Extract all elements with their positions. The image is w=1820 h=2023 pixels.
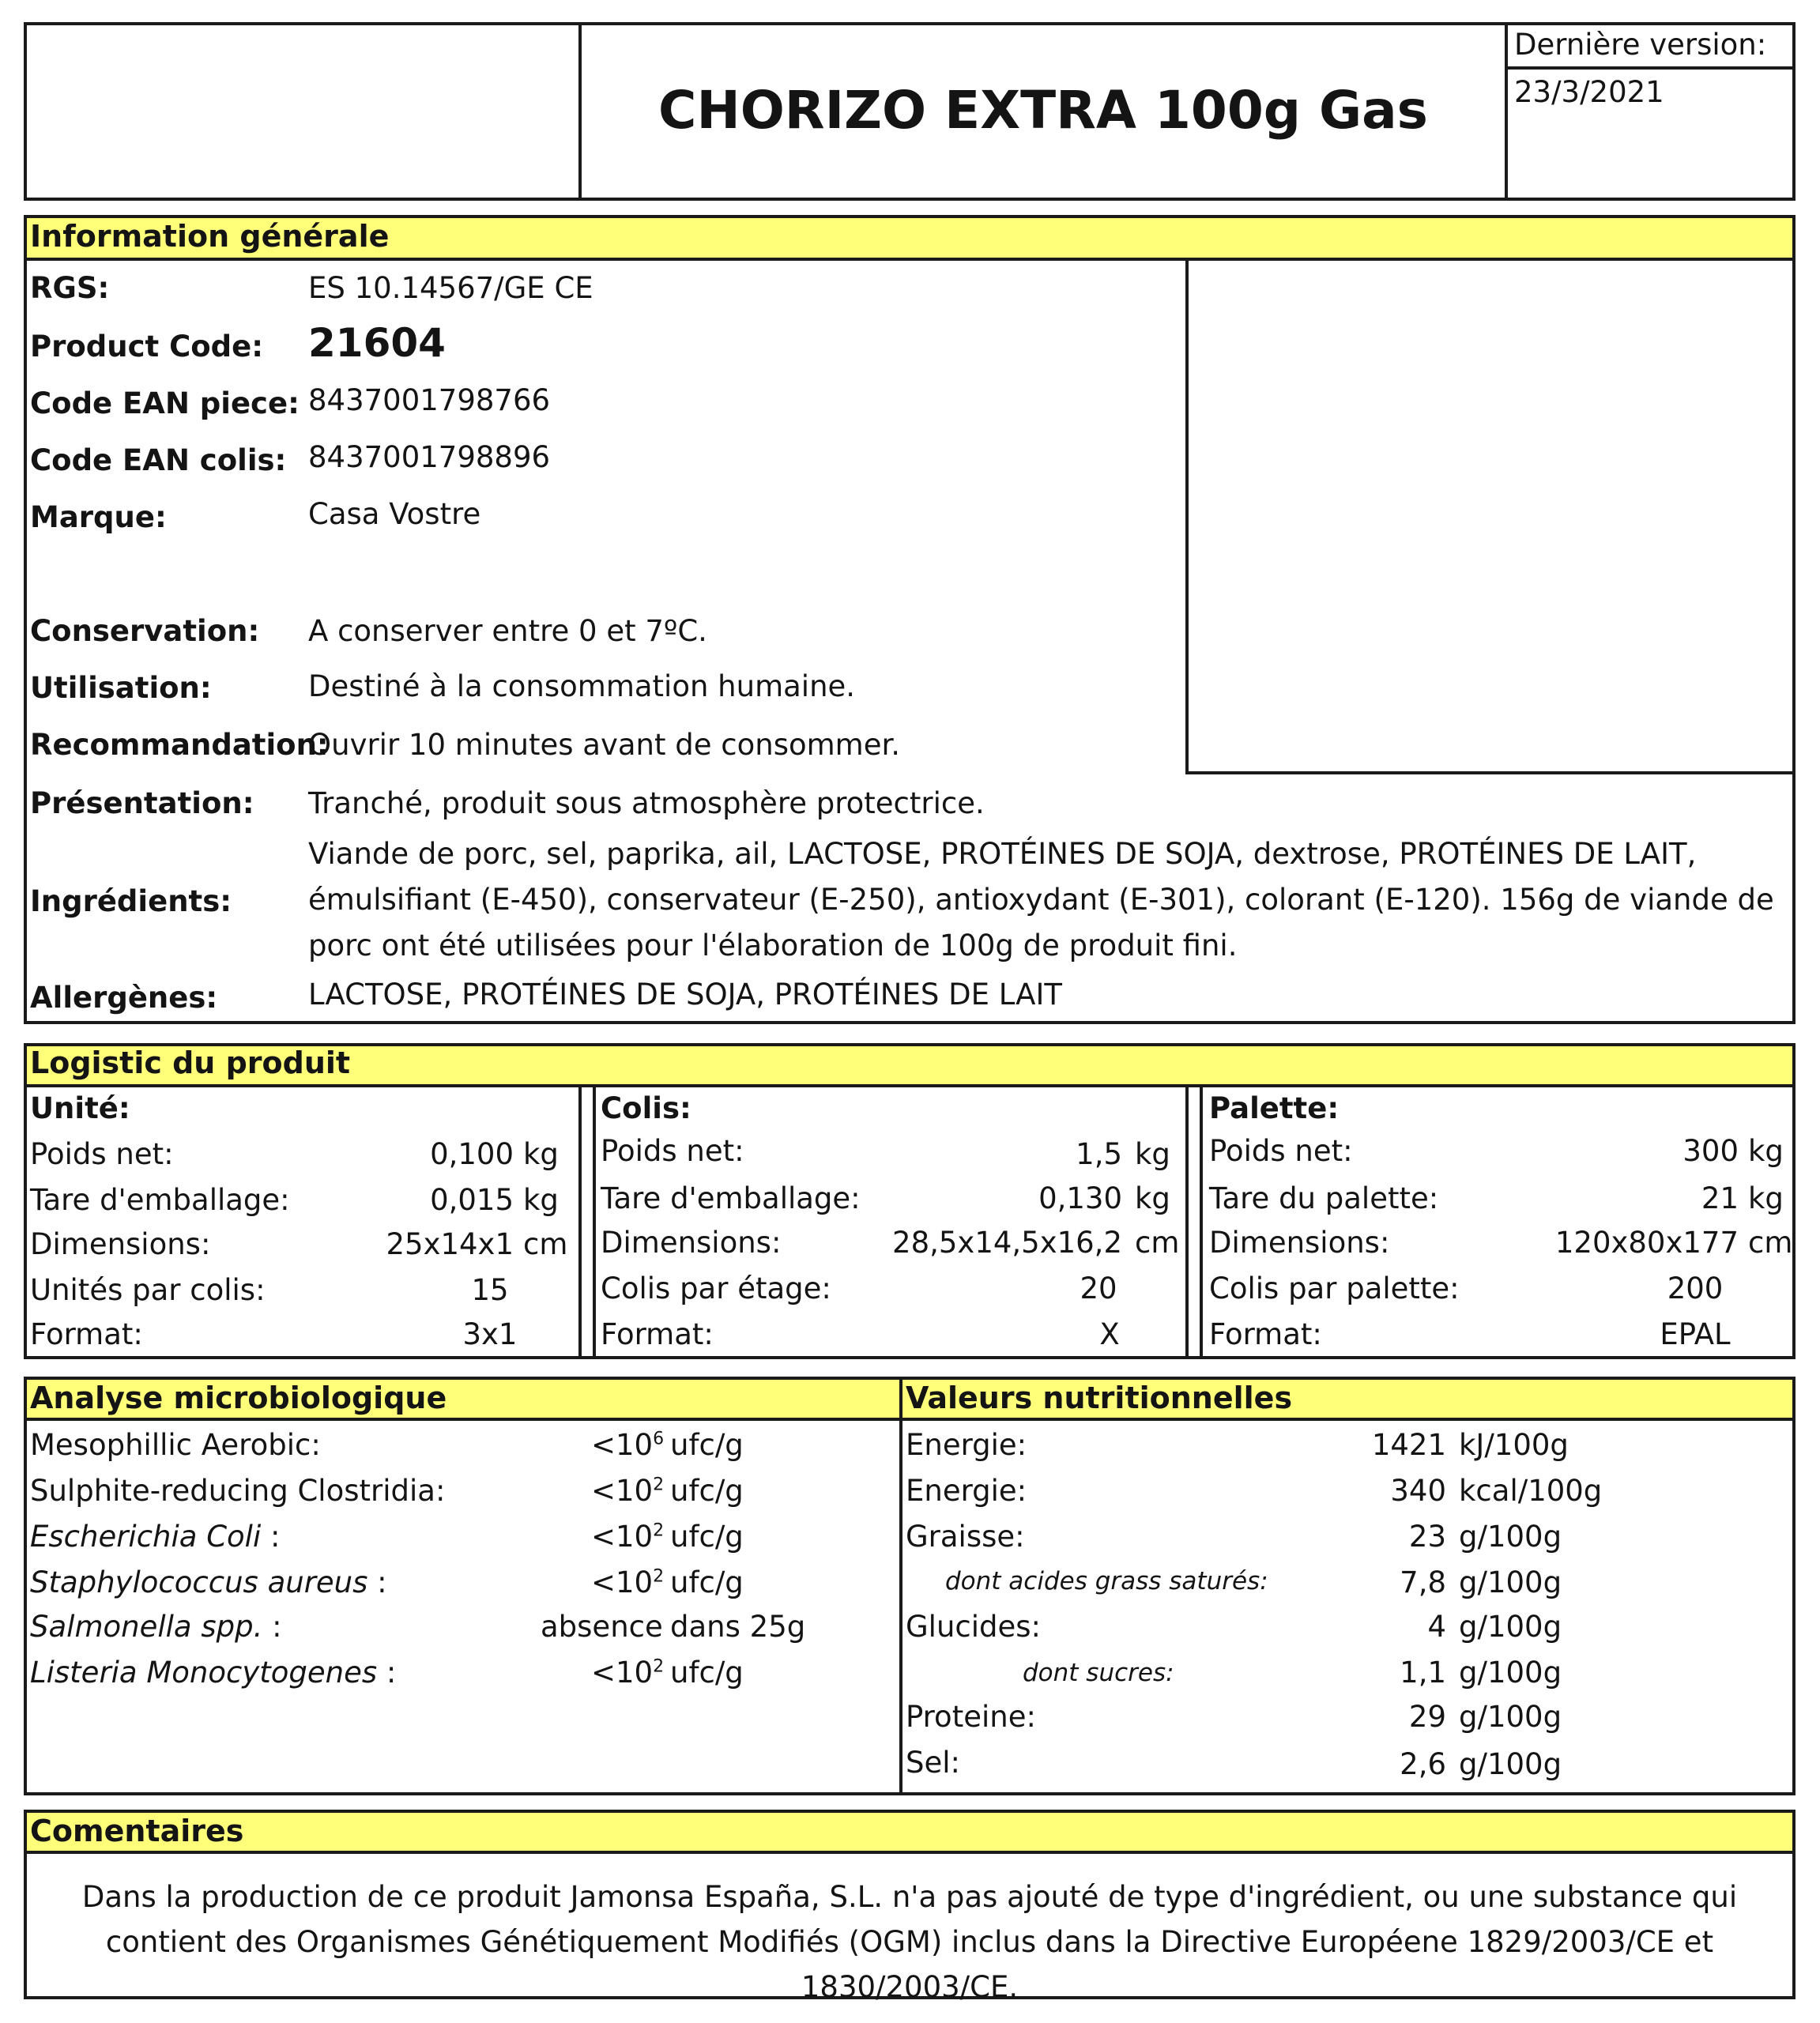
micro-row-prefix: <10: [591, 1428, 654, 1462]
value-presentation: Tranché, produit sous atmosphère protectrice.: [308, 786, 985, 820]
micro-row-suffix: :: [262, 1610, 282, 1644]
section-title-micro: Analyse microbiologique: [30, 1381, 447, 1415]
nutrition-row-label: Energie:: [906, 1428, 1027, 1462]
unite-row-value: 0,100: [430, 1137, 514, 1171]
value-ean-piece: 8437001798766: [308, 383, 551, 417]
column-divider: [899, 1377, 902, 1795]
colis-row-label: Poids net:: [601, 1134, 744, 1168]
label-ingredients: Ingrédients:: [30, 884, 232, 918]
section-border: [24, 1084, 1796, 1087]
product-image-border: [1185, 771, 1796, 774]
section-right-border: [1792, 1043, 1796, 1359]
micro-row-unit: ufc/g: [670, 1474, 744, 1508]
colis-title: Colis:: [601, 1091, 691, 1125]
section-header-bg: [24, 1811, 1796, 1852]
micro-row-suffix: :: [367, 1565, 387, 1599]
section-title-nutrition: Valeurs nutritionnelles: [906, 1381, 1293, 1415]
section-bottom-border: [24, 1021, 1796, 1024]
unite-row-value: 25x14x1: [386, 1227, 514, 1261]
unite-row-value: 0,015: [430, 1183, 514, 1217]
section-left-border: [24, 1377, 27, 1795]
micro-row-exponent: 2: [653, 1475, 665, 1495]
micro-row-label: [30, 1519, 280, 1555]
micro-row-prefix: <10: [591, 1474, 654, 1508]
nutrition-row-label: Proteine:: [906, 1700, 1036, 1734]
unite-row-unit: kg: [523, 1137, 559, 1171]
palette-title: Palette:: [1209, 1091, 1340, 1125]
value-ean-colis: 8437001798896: [308, 440, 551, 474]
section-bottom-border: [24, 1356, 1796, 1359]
colis-row-value: 1,5: [1076, 1137, 1122, 1171]
micro-row-name: Salmonella spp.: [30, 1610, 263, 1644]
label-ean-colis: Code EAN colis:: [30, 443, 287, 477]
palette-row-unit: kg: [1748, 1181, 1784, 1215]
micro-row-unit: dans 25g: [670, 1610, 806, 1644]
micro-row-suffix: :: [377, 1656, 397, 1690]
section-border: [24, 1810, 1796, 1813]
section-left-border: [24, 215, 27, 1024]
value-utilisation: Destiné à la consommation humaine.: [308, 669, 856, 703]
nutrition-row-value: 340: [1390, 1474, 1446, 1508]
palette-row-label: Colis par palette:: [1209, 1271, 1460, 1305]
nutrition-row-label: Graisse:: [906, 1520, 1025, 1554]
nutrition-row-unit: g/100g: [1459, 1747, 1562, 1781]
header-right-border: [1792, 22, 1796, 201]
unite-row-value: 15: [471, 1273, 509, 1307]
palette-row-value: 21: [1701, 1181, 1739, 1215]
micro-row-suffix: :: [261, 1520, 281, 1554]
comments-text: Dans la production de ce produit Jamonsa España, S.L. n'a pas ajouté de type d'ingrédient, ou une substance qui contient des Organismes Génétiquement Modifiés (OGM) inclus dans la Directive Européene 1829/2003/CE et 1830/2003/CE.: [81, 1880, 1738, 2004]
section-left-border: [24, 1043, 27, 1359]
product-image-placeholder: [1189, 261, 1792, 771]
label-conservation: Conservation:: [30, 614, 260, 648]
value-rgs: ES 10.14567/GE CE: [308, 271, 593, 305]
unite-row-value: 3x1: [462, 1317, 518, 1351]
micro-row-prefix: <10: [591, 1565, 654, 1599]
micro-row-label: [30, 1655, 396, 1691]
header-bottom-border: [24, 198, 1796, 201]
label-presentation: Présentation:: [30, 786, 254, 820]
page-title: CHORIZO EXTRA 100g Gas: [658, 80, 1428, 141]
unite-row-label: Unités par colis:: [30, 1273, 266, 1307]
nutrition-row-unit: g/100g: [1459, 1656, 1562, 1690]
label-ean-piece: Code EAN piece:: [30, 386, 300, 420]
unite-row-label: Poids net:: [30, 1137, 174, 1171]
value-conservation: A conserver entre 0 et 7ºC.: [308, 614, 707, 648]
version-label: Dernière version:: [1514, 28, 1767, 62]
value-product-code: 21604: [308, 320, 446, 366]
palette-row-value: EPAL: [1660, 1317, 1731, 1351]
micro-row-unit: ufc/g: [670, 1565, 744, 1599]
nutrition-row-value: 23: [1408, 1520, 1446, 1554]
header-top-border: [24, 22, 1796, 25]
micro-row-name: Listeria Monocytogenes: [30, 1656, 378, 1690]
nutrition-row-label: dont sucres:: [1023, 1659, 1174, 1687]
micro-row-exponent: 2: [653, 1520, 665, 1541]
micro-row-unit: ufc/g: [670, 1428, 744, 1462]
palette-row-label: Poids net:: [1209, 1134, 1353, 1168]
section-border: [24, 1418, 1796, 1421]
column-divider: [593, 1084, 596, 1356]
label-recommandation: Recommandation:: [30, 728, 329, 762]
micro-row-exponent: 2: [653, 1656, 665, 1677]
nutrition-row-unit: kcal/100g: [1459, 1474, 1603, 1508]
micro-row-label: [30, 1609, 282, 1645]
colis-row-label: Colis par étage:: [601, 1271, 831, 1305]
palette-row-value: 120x80x177: [1554, 1226, 1739, 1260]
value-recommandation: Ouvrir 10 minutes avant de consommer.: [308, 728, 901, 762]
colis-row-label: Tare d'emballage:: [601, 1181, 861, 1215]
micro-row-value: [591, 1427, 664, 1464]
palette-row-unit: kg: [1748, 1134, 1784, 1168]
unite-row-label: Tare d'emballage:: [30, 1183, 290, 1217]
colis-row-unit: cm: [1135, 1226, 1180, 1260]
palette-row-value: 200: [1667, 1271, 1724, 1305]
nutrition-row-unit: g/100g: [1459, 1565, 1562, 1599]
nutrition-row-value: 1421: [1371, 1428, 1446, 1462]
nutrition-row-label: Glucides:: [906, 1610, 1042, 1644]
nutrition-row-value: 4: [1427, 1610, 1446, 1644]
header-divider: [1505, 22, 1508, 201]
micro-row-exponent: 6: [653, 1429, 665, 1449]
micro-row-value: [591, 1519, 664, 1555]
unite-title: Unité:: [30, 1091, 130, 1125]
section-left-border: [24, 1810, 27, 1999]
nutrition-row-unit: g/100g: [1459, 1700, 1562, 1734]
palette-row-unit: cm: [1748, 1226, 1793, 1260]
micro-row-value: [591, 1655, 664, 1691]
palette-row-value: 300: [1682, 1134, 1739, 1168]
section-right-border: [1792, 1377, 1796, 1795]
column-divider: [578, 1084, 582, 1356]
nutrition-row-value: 2,6: [1400, 1747, 1446, 1781]
section-bottom-border: [24, 1792, 1796, 1795]
colis-row-label: Format:: [601, 1317, 714, 1351]
micro-row-unit: ufc/g: [670, 1520, 744, 1554]
section-title-general: Information générale: [30, 219, 390, 254]
colis-row-value: 20: [1080, 1271, 1117, 1305]
micro-row-value: absence: [541, 1610, 663, 1644]
column-divider: [1185, 1084, 1189, 1356]
micro-row-value: [591, 1473, 664, 1509]
nutrition-row-label: dont acides grass saturés:: [945, 1567, 1268, 1595]
nutrition-row-value: 7,8: [1400, 1565, 1446, 1599]
nutrition-row-unit: g/100g: [1459, 1610, 1562, 1644]
micro-row-label: Mesophillic Aerobic:: [30, 1428, 321, 1462]
header-left-border: [24, 22, 27, 201]
unite-row-label: Format:: [30, 1317, 143, 1351]
micro-row-value: [591, 1565, 664, 1601]
section-border: [24, 1851, 1796, 1854]
micro-row-label: [30, 1565, 387, 1601]
value-allergenes: LACTOSE, PROTÉINES DE SOJA, PROTÉINES DE LAIT: [308, 978, 1062, 1012]
section-title-comments: Comentaires: [30, 1814, 244, 1848]
version-divider: [1505, 66, 1796, 70]
value-marque: Casa Vostre: [308, 497, 481, 531]
unite-row-label: Dimensions:: [30, 1227, 211, 1261]
micro-row-unit: ufc/g: [670, 1656, 744, 1690]
nutrition-row-value: 1,1: [1400, 1656, 1446, 1690]
unite-row-unit: kg: [523, 1183, 559, 1217]
label-rgs: RGS:: [30, 271, 110, 305]
palette-row-label: Format:: [1209, 1317, 1322, 1351]
micro-row-name: Escherichia Coli: [30, 1520, 262, 1554]
nutrition-row-label: Sel:: [906, 1746, 960, 1780]
version-date: 23/3/2021: [1514, 75, 1664, 109]
section-right-border: [1792, 1810, 1796, 1999]
colis-row-label: Dimensions:: [601, 1226, 782, 1260]
nutrition-row-unit: kJ/100g: [1459, 1428, 1569, 1462]
label-product-code: Product Code:: [30, 330, 264, 364]
nutrition-row-label: Energie:: [906, 1474, 1027, 1508]
micro-row-name: Staphylococcus aureus: [30, 1565, 368, 1599]
palette-row-label: Tare du palette:: [1209, 1181, 1439, 1215]
micro-row-prefix: <10: [591, 1520, 654, 1554]
micro-row-label: Sulphite-reducing Clostridia:: [30, 1474, 446, 1508]
micro-row-exponent: 2: [653, 1566, 665, 1587]
label-utilisation: Utilisation:: [30, 671, 212, 705]
section-title-logistic: Logistic du produit: [30, 1045, 351, 1080]
colis-row-value: X: [1099, 1317, 1120, 1351]
column-divider: [1200, 1084, 1203, 1356]
label-marque: Marque:: [30, 500, 167, 534]
nutrition-row-value: 29: [1408, 1700, 1446, 1734]
section-right-border: [1792, 215, 1796, 1024]
unite-row-unit: cm: [523, 1227, 568, 1261]
colis-row-unit: kg: [1135, 1137, 1170, 1171]
nutrition-row-unit: g/100g: [1459, 1520, 1562, 1554]
micro-row-prefix: <10: [591, 1656, 654, 1690]
label-allergenes: Allergènes:: [30, 981, 218, 1015]
colis-row-unit: kg: [1135, 1181, 1170, 1215]
value-ingredients: Viande de porc, sel, paprika, ail, LACTOSE, PROTÉINES DE SOJA, dextrose, PROTÉINES DE LAIT, émulsifiant (E-450), conservateur (E-250), antioxydant (E-301), colorant (E-120). 156g de viande de porc ont été utilisées pour l'élaboration de 100g de produit fini.: [308, 837, 1774, 963]
palette-row-label: Dimensions:: [1209, 1226, 1390, 1260]
colis-row-value: 28,5x14,5x16,2: [892, 1226, 1122, 1260]
colis-row-value: 0,130: [1038, 1181, 1122, 1215]
